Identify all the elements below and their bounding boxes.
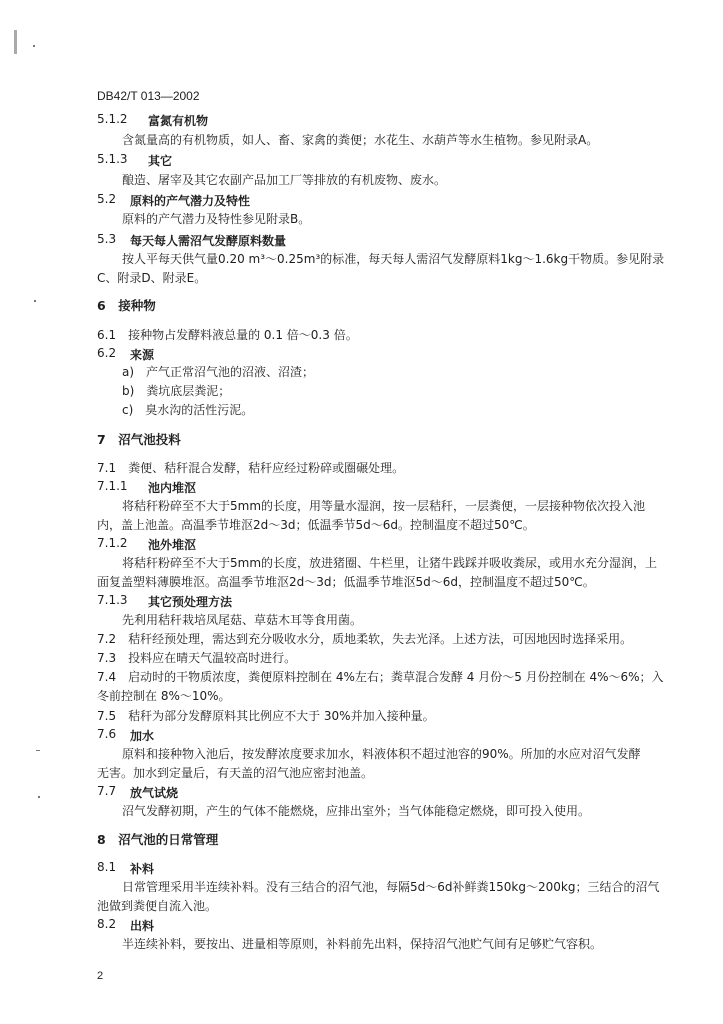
- clause-title: 来源: [130, 348, 155, 362]
- clause-title: 其它预处理方法: [148, 595, 233, 609]
- body-line: 7.5 秸秆为部分发酵原料其比例应不大于 30%并加入接种量。: [97, 709, 435, 723]
- body-line: 先利用秸秆栽培凤尾菇、草菇木耳等食用菌。: [122, 613, 363, 627]
- scan-mark: [38, 796, 40, 798]
- body-line: 内，盖上池盖。高温季节堆沤2d～3d；低温季节5d～6d。控制温度不超过50℃。: [97, 518, 535, 532]
- body-line: 酿造、屠宰及其它农副产品加工厂等排放的有机废物、废水。: [122, 173, 447, 187]
- clause-title: 富氮有机物: [148, 114, 209, 128]
- body-line: 冬前控制在 8%～10%。: [97, 689, 231, 703]
- scan-mark: [33, 45, 35, 47]
- clause-number: 7.1.1: [97, 479, 128, 493]
- body-line: 沼气发酵初期，产生的气体不能燃烧，应排出室外；当气体能稳定燃烧，即可投入使用。: [122, 804, 591, 818]
- body-line: 7.3 投料应在晴天气温较高时进行。: [97, 651, 297, 665]
- clause-number: 7.7: [97, 784, 117, 798]
- clause-number: 6.2: [97, 346, 117, 360]
- body-line: 面复盖塑料薄膜堆沤。高温季节堆沤2d～3d；低温季节堆沤5d～6d，控制温度不超过50℃。: [97, 575, 595, 589]
- clause-number: 5.1.3: [97, 152, 128, 166]
- clause-number: 7.1.3: [97, 593, 128, 607]
- clause-number: 5.3: [97, 232, 117, 246]
- clause-title: 池内堆沤: [148, 481, 197, 495]
- clause-number: 8.2: [97, 917, 117, 931]
- clause-title: 原料的产气潜力及特性: [130, 194, 251, 208]
- body-line: 将秸秆粉碎至不大于5mm的长度，用等量水湿润，按一层秸秆，一层粪便，一层接种物依次投入池: [122, 499, 646, 513]
- clause-title: 每天每人需沼气发酵原料数量: [130, 234, 287, 248]
- list-item: c) 臭水沟的活性污泥。: [122, 403, 254, 417]
- clause-title: 其它: [148, 154, 173, 168]
- clause-number: 8.1: [97, 860, 117, 874]
- clause-number: 5.1.2: [97, 112, 128, 126]
- body-line: 无害。加水到定量后，有天盖的沼气池应密封池盖。: [97, 766, 374, 780]
- list-item: a) 产气正常沼气池的沼液、沼渣；: [122, 365, 315, 379]
- body-line: 6.1 接种物占发酵料液总量的 0.1 倍～0.3 倍。: [97, 328, 358, 342]
- page-number: 2: [97, 970, 104, 982]
- scan-mark: [14, 30, 17, 54]
- list-item: b) 粪坑底层粪泥；: [122, 384, 231, 398]
- clause-title: 补料: [130, 862, 155, 876]
- body-line: 池做到粪便自流入池。: [97, 899, 218, 913]
- clause-number: 5.2: [97, 192, 117, 206]
- body-line: 按人平每天供气量0.20 m³～0.25m³的标准，每天每人需沼气发酵原料1kg～1.6kg干物质。参见附录: [122, 252, 665, 266]
- clause-number: 7.6: [97, 727, 117, 741]
- clause-title: 加水: [130, 729, 155, 743]
- body-line: 将秸秆粉碎至不大于5mm的长度，放进猪圈、牛栏里，让猪牛践踩并吸收粪尿，或用水充分湿润，上: [122, 556, 658, 570]
- section-heading: 6 接种物: [97, 298, 156, 313]
- body-line: 7.2 秸秆经预处理，需达到充分吸收水分，质地柔软，失去光泽。上述方法，可因地因时选择采用。: [97, 632, 633, 646]
- body-line: C、附录D、附录E。: [97, 271, 207, 285]
- body-line: 7.1 粪便、秸秆混合发酵，秸秆应经过粉碎或圈碾处理。: [97, 461, 405, 475]
- body-line: 日常管理采用半连续补料。没有三结合的沼气池，每隔5d～6d补鲜粪150kg～200kg；三结合的沼气: [122, 880, 660, 894]
- clause-title: 放气试烧: [130, 786, 179, 800]
- section-heading: 8 沼气池的日常管理: [97, 832, 219, 847]
- body-line: 原料的产气潜力及特性参见附录B。: [122, 212, 311, 226]
- body-line: 含氮量高的有机物质，如人、畜、家禽的粪便；水花生、水葫芦等水生植物。参见附录A。: [122, 133, 599, 147]
- body-line: 半连续补料，要按出、进量相等原则，补料前先出料，保持沼气池贮气间有足够贮气容积。: [122, 937, 603, 951]
- clause-title: 池外堆沤: [148, 538, 197, 552]
- scan-mark: [36, 750, 40, 751]
- body-line: 原料和接种物入池后，按发酵浓度要求加水，料液体积不超过池容的90%。所加的水应对沼气发酵: [122, 747, 641, 761]
- clause-title: 出料: [130, 919, 155, 933]
- body-line: 7.4 启动时的干物质浓度，粪便原料控制在 4%左右；粪草混合发酵 4 月份～5 月份控制在 4%～6%；入: [97, 670, 664, 684]
- standard-code: DB42/T 013—2002: [97, 89, 200, 103]
- section-heading: 7 沼气池投料: [97, 432, 181, 447]
- clause-number: 7.1.2: [97, 536, 128, 550]
- scan-mark: [34, 300, 36, 302]
